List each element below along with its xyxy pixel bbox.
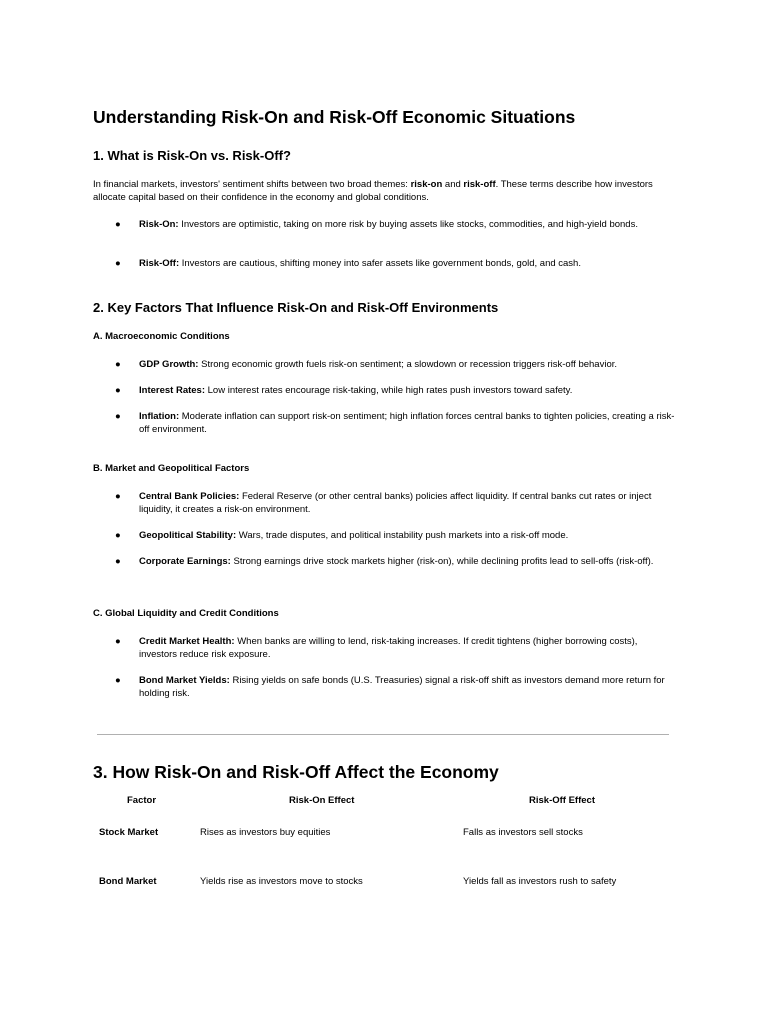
bullet-term: Central Bank Policies: — [139, 491, 240, 502]
list-item-credit-market-health — [115, 635, 675, 661]
bullet-dot: ● — [115, 675, 121, 686]
section-3-heading: 3. How Risk-On and Risk-Off Affect the Economy — [93, 762, 499, 782]
bullet-term: Corporate Earnings: — [139, 556, 231, 567]
section-1-intro — [93, 178, 668, 204]
bullet-text: When banks are willing to lend, risk-taking increases. If credit tightens (higher borrowing costs), investors reduce risk exposure. — [139, 636, 638, 660]
list-item-inflation — [115, 410, 675, 436]
intro-text-start: In financial markets, investors' sentiment shifts between two broad themes: — [93, 179, 411, 190]
section-2-heading: 2. Key Factors That Influence Risk-On and Risk-Off Environments — [93, 300, 499, 315]
intro-term-risk-off: risk-off — [463, 179, 496, 190]
list-item-bond-market-yields — [115, 674, 675, 700]
table-cell-risk-on: Rises as investors buy equities — [200, 827, 331, 838]
list-item-interest-rates — [115, 384, 675, 397]
section-1-heading: 1. What is Risk-On vs. Risk-Off? — [93, 148, 291, 163]
table-cell-risk-on: Yields rise as investors move to stocks — [200, 876, 363, 887]
bullet-dot: ● — [115, 636, 121, 647]
table-cell-risk-off: Falls as investors sell stocks — [463, 827, 583, 838]
list-item-geopolitical-stability — [115, 529, 675, 542]
bullet-dot: ● — [115, 411, 121, 422]
bullet-dot: ● — [115, 556, 121, 567]
intro-text-end: . These terms describe how investors allocate capital based on their confidence in the economy and global conditions. — [93, 179, 653, 203]
table-cell-factor: Bond Market — [99, 876, 157, 887]
bullet-text: Strong economic growth fuels risk-on sentiment; a slowdown or recession triggers risk-off behavior. — [198, 359, 618, 370]
subsection-a-heading: A. Macroeconomic Conditions — [93, 331, 230, 342]
table-header-factor: Factor — [127, 795, 157, 806]
bullet-text: Investors are optimistic, taking on more risk by buying assets like stocks, commodities, and high-yield bonds. — [178, 219, 638, 230]
table-cell-risk-off: Yields fall as investors rush to safety — [463, 876, 617, 887]
bullet-dot: ● — [115, 359, 121, 370]
bullet-text: Moderate inflation can support risk-on sentiment; high inflation forces central banks to tighten policies, creating a risk-off environment. — [139, 411, 675, 435]
intro-term-risk-on: risk-on — [410, 179, 443, 190]
table-header-risk-off-effect: Risk-Off Effect — [529, 795, 595, 806]
subsection-b-heading: B. Market and Geopolitical Factors — [93, 463, 250, 474]
bullet-text: Investors are cautious, shifting money into safer assets like government bonds, gold, and cash. — [179, 258, 581, 269]
bullet-text: Rising yields on safe bonds (U.S. Treasuries) signal a risk-off shift as investors demand more return for holding risk. — [139, 675, 665, 699]
list-item-corporate-earnings — [115, 555, 675, 568]
intro-text-and: and — [442, 179, 464, 190]
bullet-term: Bond Market Yields: — [139, 675, 230, 686]
list-item-risk-off — [115, 257, 675, 270]
bullet-text: Low interest rates encourage risk-taking, while high rates push investors toward safety. — [205, 385, 573, 396]
bullet-text: Wars, trade disputes, and political instability push markets into a risk-off mode. — [236, 530, 569, 541]
bullet-dot: ● — [115, 491, 121, 502]
bullet-term: Interest Rates: — [139, 385, 205, 396]
bullet-text: Federal Reserve (or other central banks) policies affect liquidity. If central banks cut rates or inject liquidity, it creates a risk-on environment. — [139, 491, 652, 515]
bullet-dot: ● — [115, 385, 121, 396]
list-item-central-bank-policies — [115, 490, 675, 516]
document-title: Understanding Risk-On and Risk-Off Economic Situations — [93, 107, 576, 127]
bullet-term: Inflation: — [139, 411, 180, 422]
bullet-term: Credit Market Health: — [139, 636, 235, 647]
table-header-risk-on-effect: Risk-On Effect — [289, 795, 355, 806]
bullet-text: Strong earnings drive stock markets higher (risk-on), while declining profits lead to sell-offs (risk-off). — [230, 556, 654, 567]
subsection-c-heading: C. Global Liquidity and Credit Conditions — [93, 608, 279, 619]
bullet-dot: ● — [115, 530, 121, 541]
bullet-term: Geopolitical Stability: — [139, 530, 237, 541]
table-cell-factor: Stock Market — [99, 827, 159, 838]
list-item-risk-on — [115, 218, 675, 231]
bullet-term: Risk-Off: — [139, 258, 180, 269]
bullet-dot: ● — [115, 219, 121, 230]
horizontal-divider — [97, 734, 669, 735]
list-item-gdp-growth — [115, 358, 675, 371]
bullet-dot: ● — [115, 258, 121, 269]
bullet-term: GDP Growth: — [139, 359, 199, 370]
bullet-term: Risk-On: — [139, 219, 179, 230]
